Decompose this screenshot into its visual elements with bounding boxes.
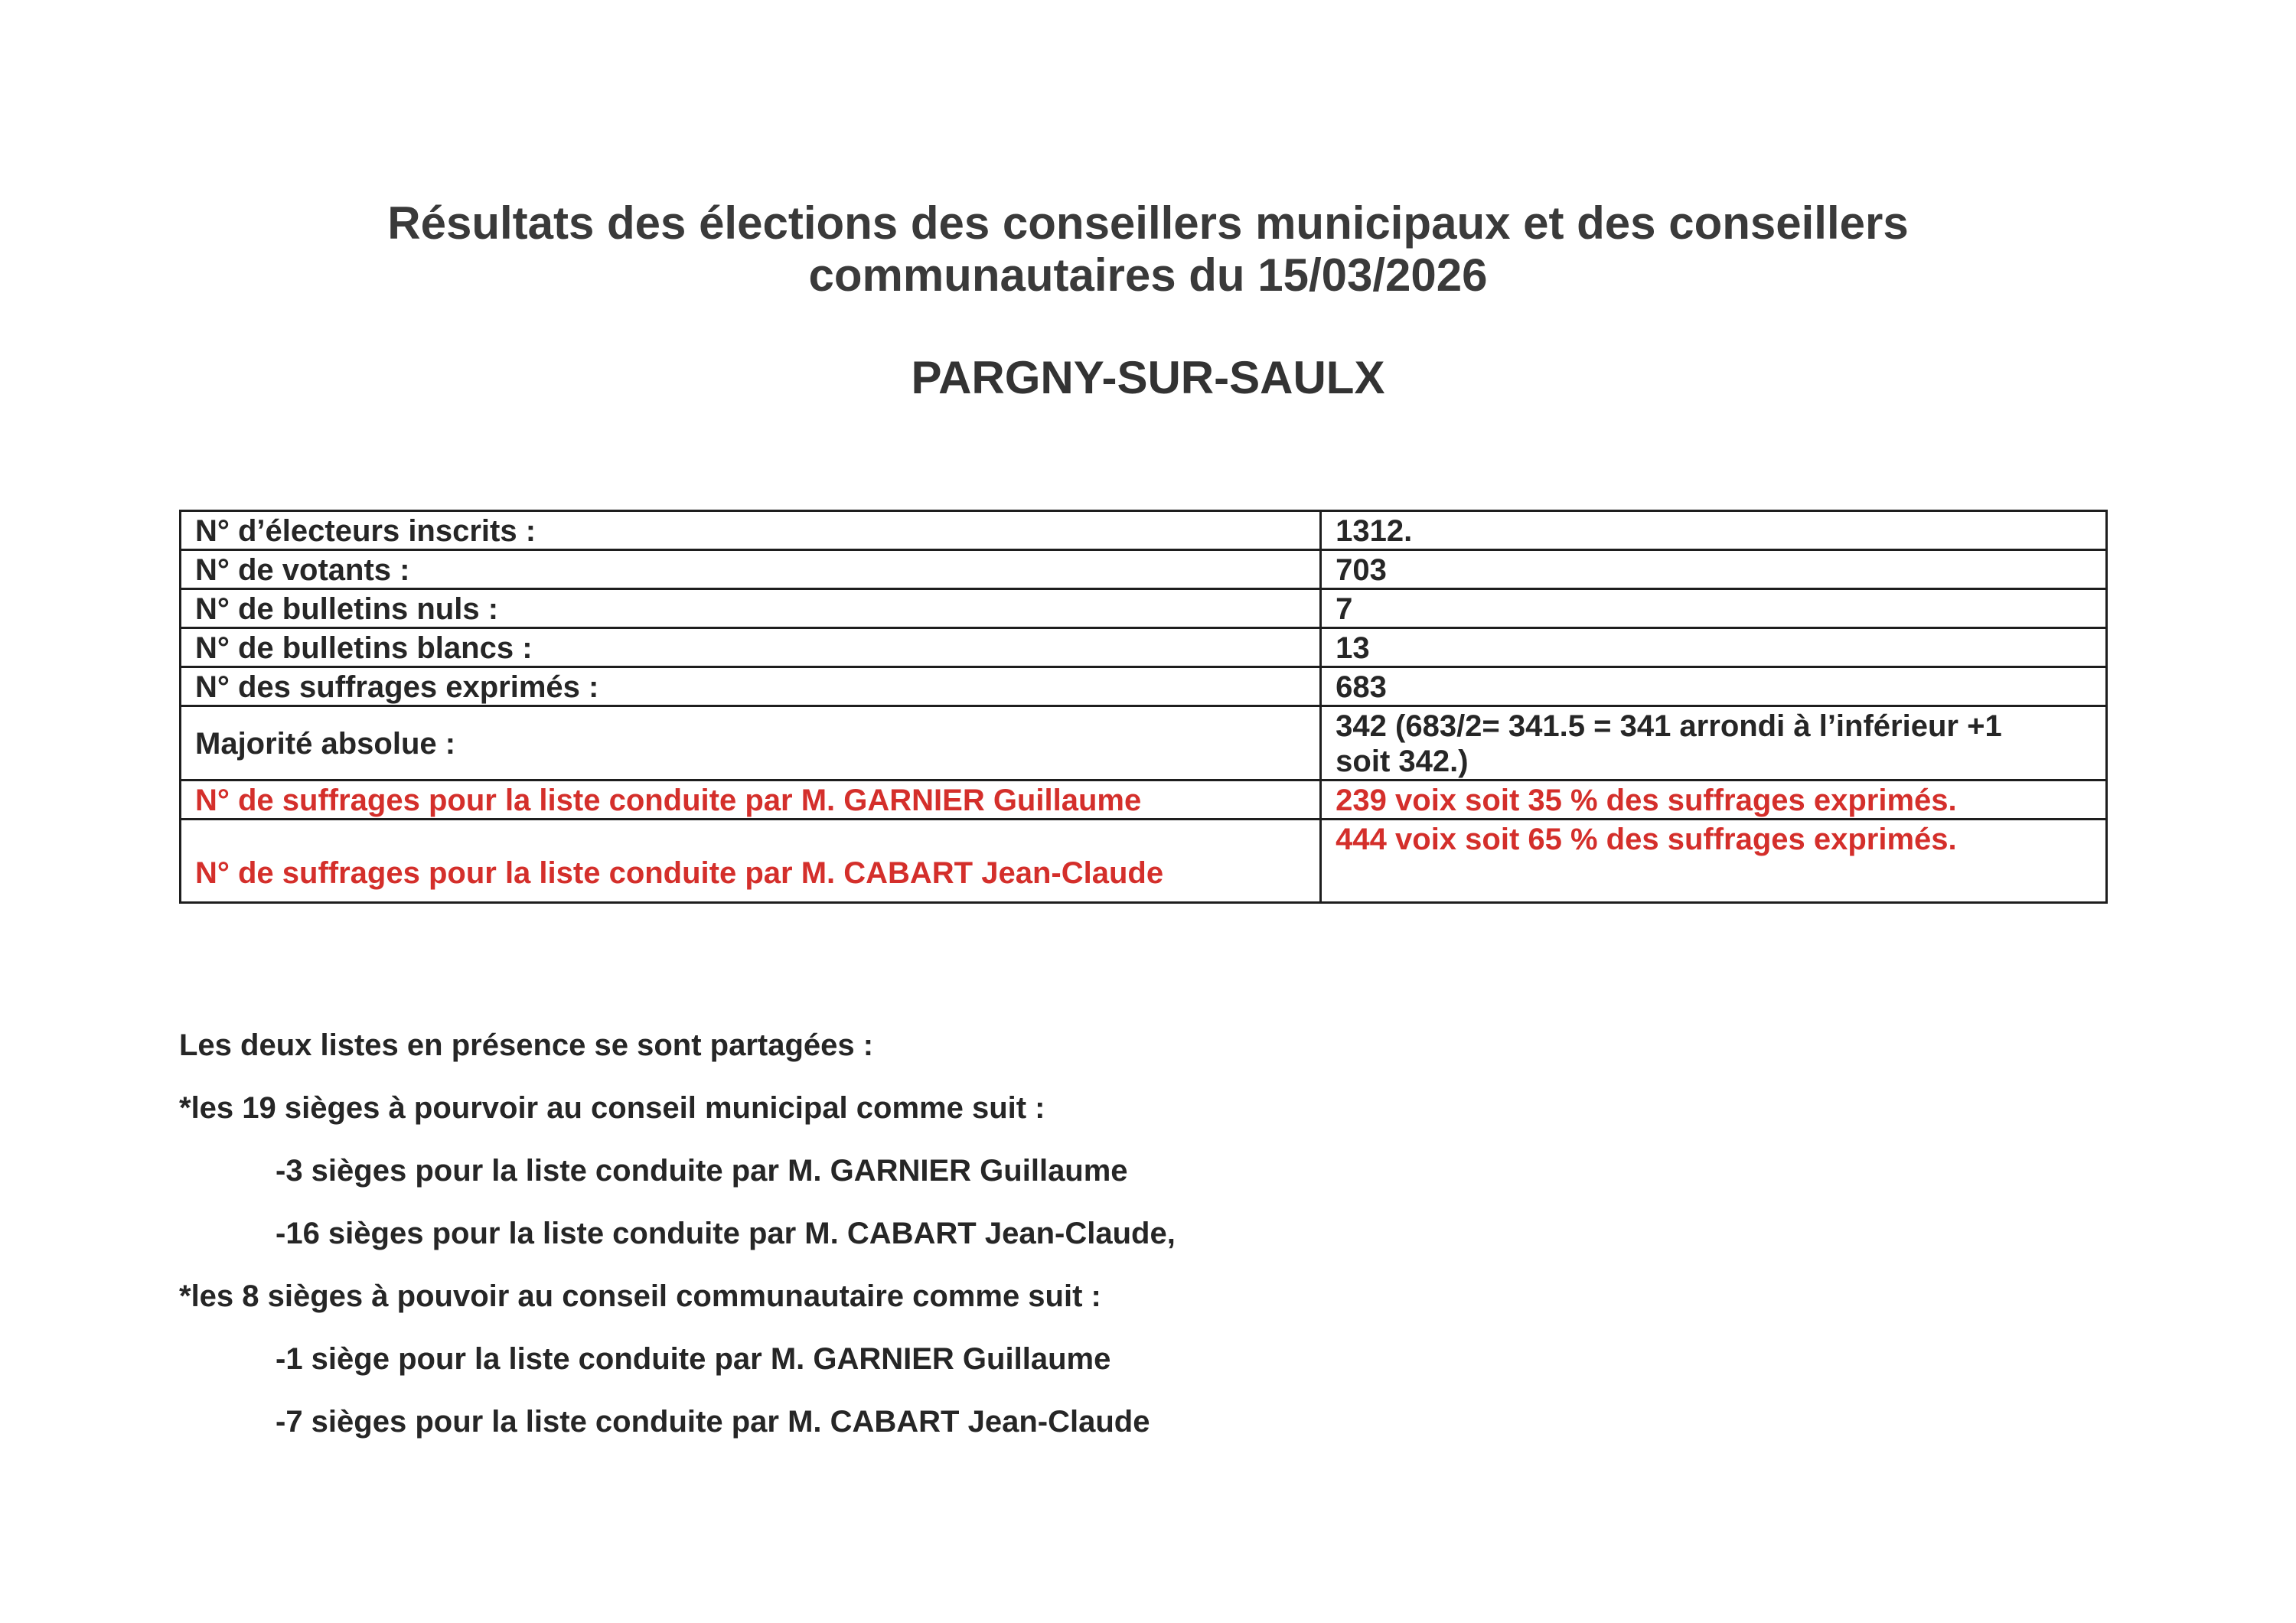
table-row	[181, 550, 2107, 589]
row-value	[1321, 706, 2107, 781]
majority-value-line-2: soit 342.)	[1336, 745, 1469, 778]
title-line-1: Résultats des élections des conseillers municipaux et des conseillers	[387, 197, 1909, 249]
row-label: N° de suffrages pour la liste conduite par M. CABART Jean-Claude	[181, 820, 1321, 903]
row-label: N° d’électeurs inscrits :	[181, 511, 1321, 550]
list-item: -1 siège pour la liste conduite par M. GARNIER Guillaume	[276, 1342, 1111, 1376]
row-label: N° de suffrages pour la liste conduite par M. GARNIER Guillaume	[181, 781, 1321, 820]
row-label: Majorité absolue :	[181, 706, 1321, 781]
title-line-2: communautaires du 15/03/2026	[808, 249, 1488, 301]
row-value: 239 voix soit 35 % des suffrages exprimés.	[1321, 781, 2107, 820]
table-row-cabart	[181, 820, 2107, 903]
municipal-heading: *les 19 sièges à pourvoir au conseil municipal comme suit :	[179, 1091, 1045, 1125]
table-row	[181, 511, 2107, 550]
list-item: -16 sièges pour la liste conduite par M. CABART Jean-Claude,	[276, 1217, 1176, 1250]
row-label: N° de votants :	[181, 550, 1321, 589]
table-row	[181, 628, 2107, 667]
commune-name: PARGNY-SUR-SAULX	[911, 352, 1385, 403]
row-value: 1312.	[1321, 511, 2107, 550]
row-label: N° des suffrages exprimés :	[181, 667, 1321, 706]
community-heading: *les 8 sièges à pouvoir au conseil communautaire comme suit :	[179, 1279, 1101, 1313]
seat-distribution	[179, 1014, 1176, 1453]
document-title	[0, 197, 2296, 301]
results-table	[179, 510, 2108, 904]
seats-intro: Les deux listes en présence se sont partagées :	[179, 1028, 874, 1062]
table-row	[181, 667, 2107, 706]
table-row	[181, 589, 2107, 628]
list-item: -7 sièges pour la liste conduite par M. CABART Jean-Claude	[276, 1405, 1150, 1439]
row-value: 7	[1321, 589, 2107, 628]
list-item: -3 sièges pour la liste conduite par M. GARNIER Guillaume	[276, 1154, 1128, 1188]
row-value: 703	[1321, 550, 2107, 589]
table-row-garnier	[181, 781, 2107, 820]
row-label: N° de bulletins blancs :	[181, 628, 1321, 667]
row-value: 683	[1321, 667, 2107, 706]
row-value: 13	[1321, 628, 2107, 667]
row-value: 444 voix soit 65 % des suffrages exprimés.	[1321, 820, 2107, 903]
majority-value-line-1: 342 (683/2= 341.5 = 341 arrondi à l’inférieur +1	[1336, 709, 2002, 743]
row-label: N° de bulletins nuls :	[181, 589, 1321, 628]
table-row-majority	[181, 706, 2107, 781]
